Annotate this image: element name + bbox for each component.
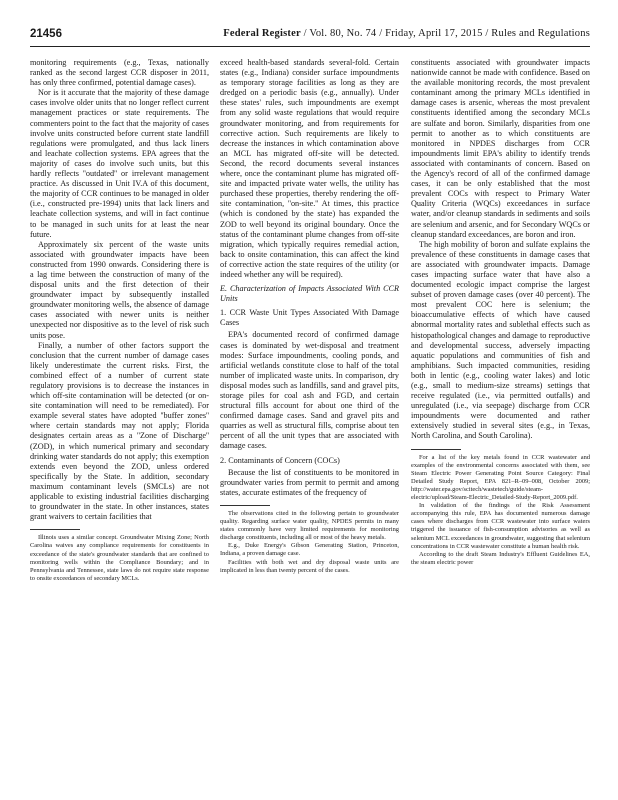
footnote: For a list of the key metals found in CCR wastewater and examples of the environmental concerns associated with them, see Steam Electric Power Generating Point Source Category: Final Detailed Study Report, EPA 821–R–09–008, October 2009; http://water.epa.gov/scitech/wastetech/guide/steam-electric/upload/Steam-Electric_Detailed-Study-Report_2009.pdf.: [411, 453, 590, 502]
body-paragraph: Nor is it accurate that the majority of these damage cases involve older units that no longer reflect current management practices or state requirements. The commenters point to the fact that the majority of cases involve units constructed before current state landfill regulations were promulgated, and thus lack liners and leachate collection systems. EPA agrees that the majority of cases do involve such units, but this hardly reflects ''outdated'' or irrelevant management practice. As discussed in Unit IV.A of this document, the majority of CCR continues to be managed in older (i.e., constructed pre-1994) units that lack liners and leachate collection systems, and will in fact continue to be managed in such units for at least the near future.: [30, 88, 209, 239]
column-2: [220, 58, 399, 780]
footnote-divider: [220, 505, 270, 506]
footnote-divider: [411, 449, 461, 450]
footnote: Illinois uses a similar concept. Groundwater Mixing Zone; North Carolina waives any compliance requirements for constituents in exceedance of the state's groundwater standards that are confined to monitoring wells within the Compliance Boundary; and in Pennsylvania and Tennessee, state laws do not require state response to onsite exceedances of secondary MCLs.: [30, 534, 209, 582]
footnote-divider: [30, 529, 80, 530]
footnote: In validation of the findings of the Risk Assessment accompanying this rule, EPA has documented numerous damage cases where discharges from CCR wastewater into surface waters triggered the issuance of fish-consumption advisories as well as selenium MCL exceedances in groundwater, suggesting that selenium concentrations in CCR wastewater constitute a human health risk.: [411, 502, 590, 550]
page-number: 21456: [30, 28, 62, 40]
body-paragraph: Approximately six percent of the waste units associated with groundwater impacts have been constructed from 1990 onwards. Considering there is a lag time between the construction of many of the disposal units and the first detection of their groundwater impact by subsequently installed groundwater monitoring wells, the absence of damage cases associated with newer units is neither unexpected nor dispositive as to the level of risk such units pose.: [30, 239, 209, 340]
body-paragraph: The high mobility of boron and sulfate explains the prevalence of these constituents in damage cases that are associated with groundwater impacts. Damage cases impacting surface water that have also a documented ecologic impact comprise the largest subset of proven damage cases (over 40 percent). The most prevalent COC here is selenium; the bioaccumulative effects of which have caused abnormal mortality rates and sublethal effects such as histopathological changes and damage to reproductive and developmental success, adversely impacting aquatic populations and communities of fish and amphibians. Such impacted communities, residing both in lentic (e.g., cooling water lakes) and lotic (e.g., small to medium-size streams) settings that receive regulated (i.e., via permitted outfalls) and unregulated (i.e., via seepage) discharge from CCR impoundments were documented and rather extensively studied in several sites (e.g., in Texas, North Carolina, and South Carolina).: [411, 239, 590, 441]
body-paragraph: Finally, a number of other factors support the conclusion that the current number of damage cases likely underestimate the current risks. First, the combined effect of a number of current state regulatory provisions is to decrease the instances in which off-site contamination will be detected (or on-site contamination will need to be remediated). For example several states have adopted ''buffer zones'' where certain standards may not apply; Florida designates certain areas as a ''Zone of Discharge'' (ZOD), in which numerical primary and secondary drinking water standards do not apply; this exemption extends even beyond the ZOD, unless ordered specifically by the State. In addition, secondary maximum contaminant levels (SMCLs) are not applicable to existing industrial facilities discharging to groundwater in the state. In other instances, states grant waivers to certain facilities that: [30, 340, 209, 522]
volume-number: Vol. 80, No. 74: [309, 28, 377, 39]
federal-register-page: [30, 28, 590, 780]
running-head: Federal Register / Vol. 80, No. 74 / Friday, April 17, 2015 / Rules and Regulations: [223, 28, 590, 39]
section-heading: E. Characterization of Impacts Associated With CCR Units: [220, 284, 399, 304]
body-paragraph: Because the list of constituents to be monitored in groundwater varies from permit to permit and among states, accurate estimates of the frequency of: [220, 467, 399, 497]
footnote: The observations cited in the following pertain to groundwater quality. Regarding surface water quality, NPDES permits in many states commonly have very limited requirements for monitoring discharge constituents, including all or most of the heavy metals.: [220, 509, 399, 542]
page-header: [30, 28, 590, 47]
subsection-heading: 2. Contaminants of Concern (COCs): [220, 455, 340, 465]
section-name: Rules and Regulations: [491, 28, 590, 39]
body-paragraph: EPA's documented record of confirmed damage cases is dominated by wet-disposal and treatment modes: Surface impoundments, cooling ponds, and artificial wetlands constitute close to half of the total number of implicated waste units. In comparison, dry disposal modes such as landfills, sand and gravel pits, storage piles for coal ash and FGD, and certain structural fills account for about one third of the confirmed damage cases. Sand and gravel pits and quarries as well as structural fills, comprise about ten percent of all the unit types that are associated with damage cases.: [220, 330, 399, 451]
footnote: E.g., Duke Energy's Gibson Generating Station, Princeton, Indiana, a proven damage case.: [220, 542, 399, 558]
footnote: Facilities with both wet and dry disposal waste units are implicated in less than twenty percent of the cases.: [220, 558, 399, 574]
publication-name: Federal Register: [223, 28, 301, 39]
subsection-heading: 1. CCR Waste Unit Types Associated With Damage Cases: [220, 308, 399, 328]
column-1: [30, 58, 209, 780]
column-3: [411, 58, 590, 780]
footnote: According to the draft Steam Industry's Effluent Guidelines EA, the steam electric power: [411, 550, 590, 566]
body-paragraph: constituents associated with groundwater impacts nationwide cannot be made with confidence. Based on the available monitoring records, the most prevalent contaminant among the primary MCLs identified in damage cases is arsenic, whereas the most prevalent constituents identified among the secondary MCLs are sulfate and boron. Similarly, disparities from one permit to another as to which constituents are monitored in NPDES discharges from CCR impoundments limit EPA's ability to identify trends associated with contaminants of concern. Based on the Agency's record of all of the confirmed damage cases, it can be only established that the most prevalent COCs with respect to Primary Water Quality Criteria (WQCs) exceedances in surface water, and/or cleanup standards in sediments and soils are selenium and arsenic, and for Secondary WQCs or cleanup standard exceedances, are boron and iron.: [411, 58, 590, 239]
issue-date: Friday, April 17, 2015: [385, 28, 483, 39]
text-columns: [30, 58, 590, 780]
body-paragraph: monitoring requirements (e.g., Texas, nationally ranked as the second largest CCR disposer in 2011, has only three confirmed, potential damage cases).: [30, 58, 209, 88]
body-paragraph: exceed health-based standards several-fold. Certain states (e.g., Indiana) consider surface impoundments as temporary storage facilities as long as they are dredged on a periodic basis (e.g., annually). Under these states' rules, such impoundments are exempt from any solid waste regulations that would require groundwater monitoring, and from requirements for corrective action. Such requirements are likely to decrease the instances in which contamination above an MCL has migrated off-site will be detected. Second, the record documents several instances where, once the contaminant plume has migrated off-site and impacted private water wells, the utility has purchased these properties, thereby rendering the off-site contamination, ''on-site.'' At times, this practice (which is condoned by the state) has expanded the ZOD to well beyond its original boundary. Once the status of the contaminant plume changes from off-site migration, which typically requires remedial action, back to onsite contamination, this can affect the kind of corrective action the state requires of the utility (or indeed whether any will be required).: [220, 58, 399, 279]
